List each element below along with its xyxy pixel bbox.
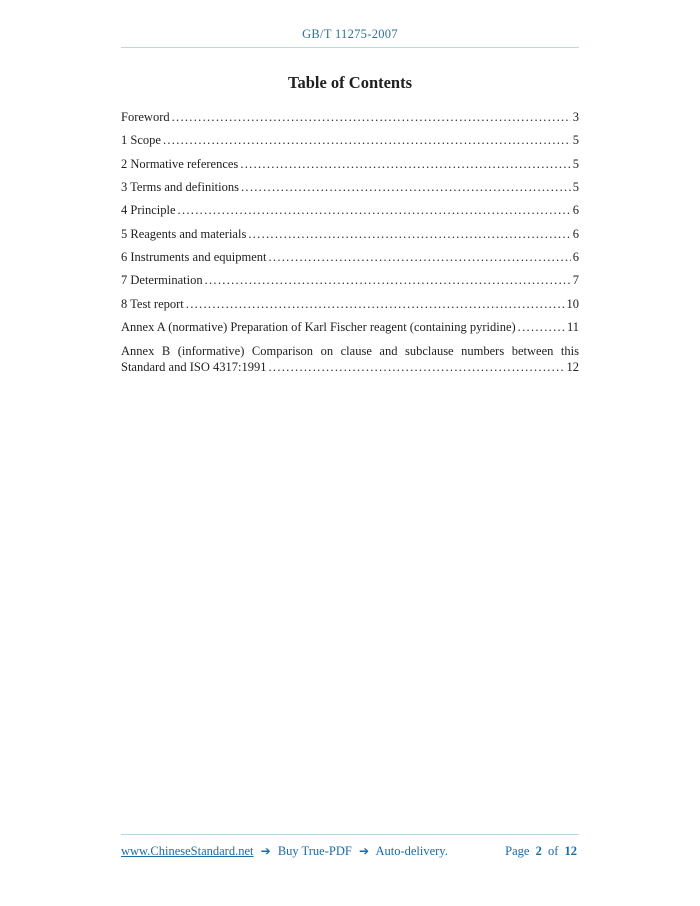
toc-entry-page: 6 bbox=[572, 203, 579, 218]
page-header bbox=[0, 0, 700, 48]
footer-page-indicator bbox=[504, 843, 579, 859]
header-rule bbox=[121, 47, 579, 48]
footer-page-total: 12 bbox=[564, 844, 577, 858]
header-doc-number: GB/T 11275-2007 bbox=[302, 27, 398, 41]
toc-entry bbox=[121, 129, 579, 152]
toc-entry-page: 7 bbox=[572, 273, 579, 288]
toc-entry-page: 5 bbox=[572, 133, 579, 148]
toc-entry-label: 5 Reagents and materials bbox=[121, 226, 247, 241]
toc-entry bbox=[121, 293, 579, 316]
footer-of-word: of bbox=[547, 844, 559, 858]
toc-entry-label: 6 Instruments and equipment bbox=[121, 249, 267, 264]
toc-leader-dots bbox=[268, 246, 570, 269]
toc-list bbox=[121, 106, 579, 378]
footer-site-link[interactable]: www.ChineseStandard.net bbox=[121, 844, 254, 858]
toc-entry bbox=[121, 316, 579, 339]
toc-leader-dots bbox=[163, 129, 571, 152]
toc-entry-label: 2 Normative references bbox=[121, 156, 239, 171]
toc-entry-label: Foreword bbox=[121, 110, 170, 124]
toc-entry-label: Annex A (normative) Preparation of Karl Fischer reagent (containing pyridine) bbox=[121, 319, 516, 334]
toc-entry-label: 7 Determination bbox=[121, 273, 203, 288]
page-title: Table of Contents bbox=[287, 73, 413, 92]
toc-entry-label: Standard and ISO 4317:1991 bbox=[121, 360, 267, 375]
toc-leader-dots bbox=[205, 269, 571, 292]
toc-entry-page: 3 bbox=[572, 110, 579, 124]
toc-entry bbox=[121, 246, 579, 269]
footer-delivery-text: Auto-delivery. bbox=[375, 844, 448, 858]
toc-leader-dots bbox=[518, 316, 565, 339]
footer-left bbox=[121, 843, 448, 859]
toc-entry-label: 3 Terms and definitions bbox=[121, 179, 239, 194]
toc-entry bbox=[121, 269, 579, 292]
arrow-right-icon: ➔ bbox=[260, 844, 271, 858]
toc-leader-dots bbox=[186, 293, 565, 316]
toc-entry-page: 11 bbox=[566, 319, 579, 334]
toc-entry bbox=[121, 176, 579, 199]
footer-buy-text: Buy True-PDF bbox=[277, 844, 352, 858]
arrow-right-icon: ➔ bbox=[358, 844, 369, 858]
footer-page-current: 2 bbox=[535, 844, 542, 858]
toc-leader-dots bbox=[268, 359, 564, 375]
toc-entry-label: 1 Scope bbox=[121, 133, 161, 148]
toc-leader-dots bbox=[178, 199, 571, 222]
toc-entry bbox=[121, 223, 579, 246]
toc-entry-page: 10 bbox=[566, 296, 579, 311]
toc-entry-continuation bbox=[121, 359, 579, 375]
footer-page-word: Page bbox=[505, 844, 530, 858]
toc-entry-page: 5 bbox=[572, 179, 579, 194]
toc-entry bbox=[121, 199, 579, 222]
toc-leader-dots bbox=[172, 106, 571, 129]
toc-leader-dots bbox=[248, 223, 570, 246]
toc-entry bbox=[121, 106, 579, 129]
page-footer bbox=[121, 834, 579, 859]
toc-entry-page: 6 bbox=[572, 226, 579, 241]
toc-entry-page: 12 bbox=[566, 360, 579, 375]
toc-entry-label: 4 Principle bbox=[121, 203, 176, 218]
toc-entry bbox=[121, 339, 579, 378]
toc-entry-label: 8 Test report bbox=[121, 296, 184, 311]
toc-entry-label: Annex B (informative) Comparison on clause and subclause numbers between this bbox=[121, 343, 579, 358]
toc-entry-page: 6 bbox=[572, 249, 579, 264]
toc-leader-dots bbox=[240, 153, 570, 176]
toc-leader-dots bbox=[241, 176, 571, 199]
toc-entry bbox=[121, 153, 579, 176]
toc-entry-page: 5 bbox=[572, 156, 579, 171]
